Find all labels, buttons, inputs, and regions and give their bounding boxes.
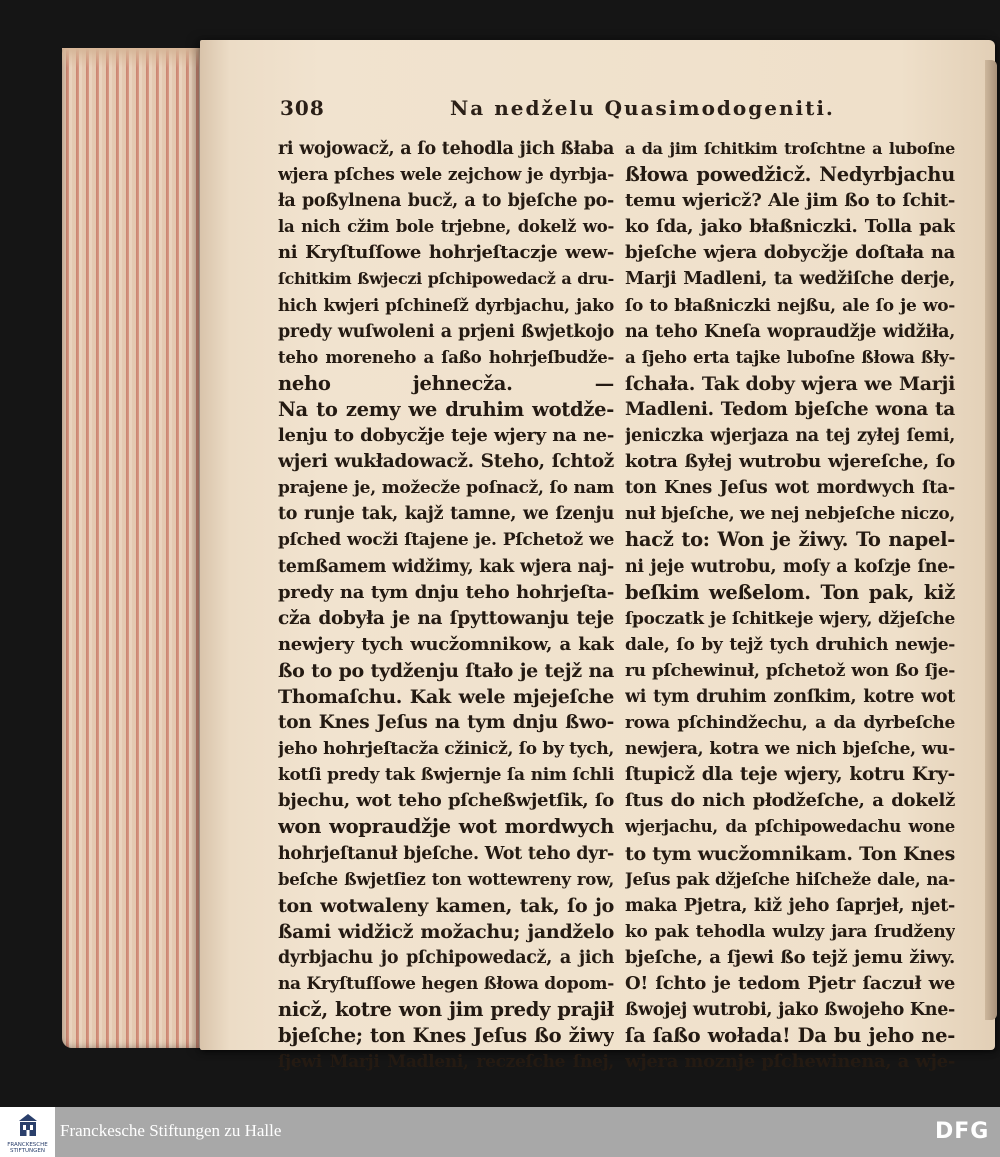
text-line: hich kwjeri pſchineſž dyrbjachu, jako (278, 295, 614, 315)
text-column-right (625, 136, 955, 1075)
text-line: ſchała. Tak doby wjera we Marji (625, 372, 955, 395)
text-line: ko ſda, jako błaßniczki. Tolla pak (625, 216, 955, 238)
text-line: ſtupicž dla teje wjery, kotru Kry- (625, 764, 955, 786)
text-line: beſche ßwjetſiez ton wottewreny row, (278, 869, 614, 889)
text-line: Madleni. Tedom bjeſche wona ta (625, 398, 955, 420)
text-line: Jeſus pak džjeſche hiſcheže dale, na- (625, 869, 955, 889)
book-page-edges (62, 48, 212, 1048)
text-line: jeniczka wjerjaza na tej zyłej ſemi, (625, 426, 955, 447)
text-line: dyrbjachu jo pſchipowedacž, a jich (278, 947, 614, 968)
text-line: pſched wocži ſtajene je. Pſchetož we (278, 530, 614, 551)
text-line: temu wjericž? Ale jim ßo to ſchit- (625, 190, 955, 212)
text-line: maka Pjetra, kiž jeho ſaprjeł, njet- (625, 895, 955, 916)
text-line: bjeſche; ton Knes Jeſus ßo žiwy (278, 1024, 614, 1048)
text-line: a da jim ſchitkim troſchtne a luboſne (625, 139, 955, 158)
text-line: ßo to po tydženju ſtało je tejž na (278, 659, 614, 682)
text-line: ßwojej wutrobi, jako ßwojeho Kne- (625, 1000, 955, 1021)
text-line: ßłowa powedžicž. Nedyrbjachu (625, 163, 955, 187)
text-line: ko pak tehodla wulzy jara ſrudženy (625, 921, 955, 942)
text-line: wjera pſches wele zejchow je dyrbja- (278, 165, 614, 186)
text-line: bjeſche wjera dobycžje doſtała na (625, 242, 955, 264)
text-line: ton Knes Jeſus na tym dnju ßwo- (278, 712, 614, 734)
text-line: wjeri wukładowacž. Steho, ſchtož (278, 451, 614, 473)
text-line: ſo to błaßniczki nejßu, ale ſo je wo- (625, 295, 955, 316)
text-line: ſa ſaßo wołada! Da bu jeho ne- (625, 1024, 955, 1048)
text-line: ła poßylnena bucž, a to bjeſche po- (278, 191, 614, 212)
text-line: jeho hohrjeſtacža cžinicž, ſo by tych, (278, 739, 614, 760)
text-line: dale, ſo by tejž tych druhich newje- (625, 634, 955, 655)
text-line: ni jeje wutrobu, moſy a koſzje ſne- (625, 556, 955, 577)
text-line: nuł bjeſche, we nej nebjeſche niczo, (625, 504, 955, 525)
text-line: wjerjachu, da pſchipowedachu wone (625, 817, 955, 837)
text-line: predy na tym dnju teho hohrjeſta- (278, 581, 614, 603)
text-line: wi tym druhim zonſkim, kotre wot (625, 686, 955, 707)
text-line: ton wotwaleny kamen, tak, ſo jo (278, 894, 614, 917)
text-line: ni Kryſtuſſowe hohrjeſtaczje wew- (278, 242, 614, 264)
text-line: ſpoczatk je ſchitkeje wjery, džjeſche (625, 608, 955, 629)
text-line: kotra ßyłej wutrobu wjereſche, ſo (625, 451, 955, 473)
text-line: temßamem widžimy, kak wjera naj- (278, 556, 614, 577)
text-line: neho jehnecža. — (278, 371, 614, 395)
text-line: Thomaſchu. Kak wele mjejeſche (278, 685, 614, 708)
running-title: Na nedželu Quasimodogeniti. (450, 96, 835, 120)
text-line: beſkim weßelom. Ton pak, kiž (625, 580, 955, 604)
text-line: rowa pſchindžechu, a da dyrbeſche (625, 713, 955, 734)
text-line: ſjewi Marji Madleni, reczeſche ſnej, (278, 1052, 614, 1073)
text-line: lenju to dobycžje teje wjery na ne- (278, 425, 614, 447)
text-line: ru pſchewinuł, pſchetož won ßo ſje- (625, 660, 955, 681)
text-line: to runje tak, kajž tamne, we ſzenju (278, 504, 614, 525)
text-line: Na to zemy we druhim wotdže- (278, 397, 614, 421)
text-line: hohrjeſtanuł bjeſche. Wot teho dyr- (278, 843, 614, 864)
text-line: ri wojowacž, a ſo tehodla jich ßłaba (278, 139, 614, 159)
logo-text: FRANCKESCHE STIFTUNGEN (7, 1142, 48, 1154)
institution-name[interactable]: Franckesche Stiftungen zu Halle (60, 1121, 282, 1140)
text-line: bjeſche, a ſjewi ßo tejž jemu žiwy. (625, 946, 955, 968)
text-line: na teho Kneſa wopraudžje widžiła, (625, 321, 955, 342)
book-page-right-edge (985, 60, 997, 1020)
text-line: ſtus do nich płodžeſche, a dokelž (625, 790, 955, 812)
text-line: Marji Madleni, ta wedžiſche derje, (625, 269, 955, 290)
text-line: prajene je, možecže poſnacž, ſo nam (278, 478, 614, 499)
footer-bar (0, 1107, 1000, 1157)
text-line: newjera, kotra we nich bjeſche, wu- (625, 739, 955, 760)
institution-logo[interactable] (0, 1107, 55, 1157)
text-line: newjery tych wucžomnikow, a kak (278, 633, 614, 655)
text-line: won wopraudžje wot mordwych (278, 815, 614, 839)
page-number: 308 (280, 96, 325, 120)
page-header (280, 96, 960, 126)
text-line: bjechu, wot teho pſcheßwjetſik, ſo (278, 790, 614, 812)
text-line: predy wuſwoleni a prjeni ßwjetkojo (278, 321, 614, 342)
text-line: O! ſchto je tedom Pjetr ſaczuł we (625, 973, 955, 994)
text-line: nicž, kotre won jim predy prajił (278, 998, 614, 1022)
dfg-logo[interactable]: DFG (935, 1119, 990, 1144)
text-line: teho moreneho a ſaßo hohrjeſbudže- (278, 347, 614, 367)
building-icon (17, 1113, 39, 1139)
text-line: hacž to: Won je žiwy. To napel- (625, 528, 955, 552)
text-column-left (278, 136, 614, 1075)
text-line: na Kryſtuſſowe hegen ßłowa dopom- (278, 974, 614, 994)
text-line: ton Knes Jeſus wot mordwych ſta- (625, 478, 955, 499)
text-line: cža dobyła je na ſpyttowanju teje (278, 607, 614, 629)
text-line: kotſi predy tak ßwjernje ſa nim ſchli (278, 765, 614, 786)
text-line: to tym wucžomnikam. Ton Knes (625, 842, 955, 865)
text-line: ßami widžicž možachu; jandželo (278, 920, 614, 943)
text-line: wjera moznje pſchewinena, a wje- (625, 1051, 955, 1073)
text-line: la nich cžim bole trjebne, dokelž wo- (278, 217, 614, 237)
text-line: ſchitkim ßwjeczi pſchipowedacž a dru- (278, 269, 614, 289)
text-line: a ſjeho erta tajke luboſne ßłowa ßły- (625, 347, 955, 367)
